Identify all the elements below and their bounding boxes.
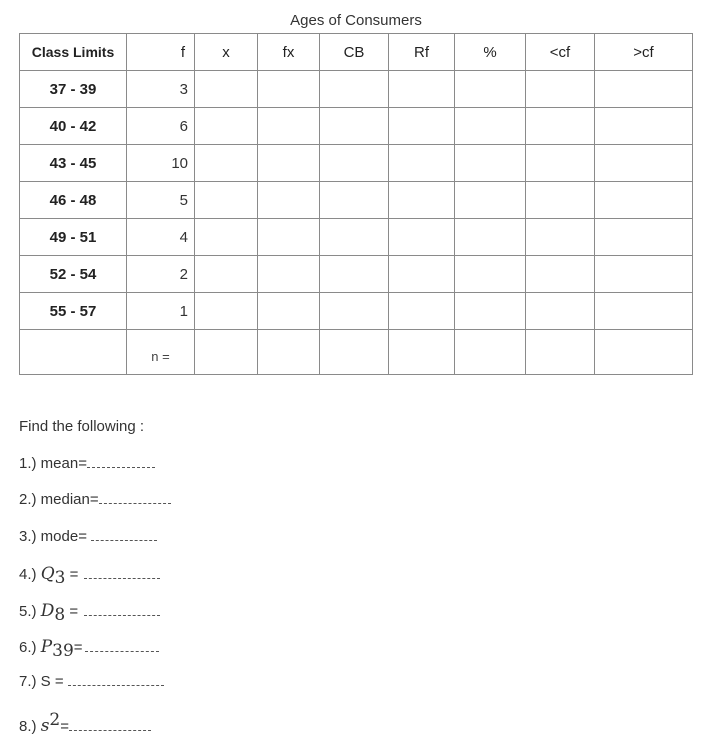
percent-cell[interactable] — [455, 108, 526, 145]
frequency-cell: 6 — [127, 108, 195, 145]
rf-cell[interactable] — [389, 145, 455, 182]
answer-blank[interactable] — [99, 493, 171, 504]
class-limits-cell: 43 - 45 — [20, 145, 127, 182]
header-percent: % — [455, 34, 526, 71]
percent-cell[interactable] — [455, 145, 526, 182]
header-less-cf: <cf — [526, 34, 595, 71]
class-limits-cell: 55 - 57 — [20, 293, 127, 330]
class-limits-cell: 40 - 42 — [20, 108, 127, 145]
class-limits-cell: 49 - 51 — [20, 219, 127, 256]
answer-blank[interactable] — [91, 530, 157, 541]
table-row — [20, 256, 693, 293]
table-title: Ages of Consumers — [290, 12, 422, 29]
question-p39 — [19, 637, 171, 673]
quartile-subscript: 3 — [54, 568, 66, 589]
header-greater-cf: >cf — [595, 34, 693, 71]
answer-blank[interactable] — [84, 605, 160, 616]
question-mean — [19, 455, 171, 491]
table-row — [20, 145, 693, 182]
frequency-table — [19, 33, 693, 375]
percentile-symbol: P — [40, 636, 53, 657]
x-cell[interactable] — [195, 71, 258, 108]
table-row — [20, 293, 693, 330]
answer-blank[interactable] — [69, 720, 151, 731]
percent-cell[interactable] — [455, 182, 526, 219]
answer-blank[interactable] — [68, 675, 164, 686]
question-suffix: = — [65, 602, 79, 620]
frequency-cell: 5 — [127, 182, 195, 219]
question-median — [19, 491, 171, 527]
table-row — [20, 182, 693, 219]
cb-cell[interactable] — [320, 71, 389, 108]
fx-cell[interactable] — [258, 108, 320, 145]
less-cf-cell[interactable] — [526, 256, 595, 293]
greater-cf-cell[interactable] — [595, 108, 693, 145]
x-cell[interactable] — [195, 256, 258, 293]
decile-subscript: 8 — [54, 604, 66, 625]
x-cell[interactable] — [195, 108, 258, 145]
header-class-limits: Class Limits — [20, 34, 127, 71]
answer-blank[interactable] — [84, 568, 160, 579]
question-label: 8.) — [19, 717, 41, 735]
greater-cf-cell[interactable] — [595, 182, 693, 219]
questions-heading: Find the following : — [19, 418, 145, 435]
greater-cf-cell[interactable] — [595, 293, 693, 330]
greater-cf-cell[interactable] — [595, 145, 693, 182]
cb-cell[interactable] — [320, 256, 389, 293]
less-cf-cell[interactable] — [526, 293, 595, 330]
less-cf-cell[interactable] — [526, 219, 595, 256]
question-label: 3.) mode= — [19, 527, 87, 545]
total-class-cell — [20, 330, 127, 375]
x-cell[interactable] — [195, 182, 258, 219]
cb-cell[interactable] — [320, 182, 389, 219]
frequency-cell: 10 — [127, 145, 195, 182]
total-less-cf-cell[interactable] — [526, 330, 595, 375]
question-label: 1.) mean= — [19, 455, 87, 472]
rf-cell[interactable] — [389, 293, 455, 330]
question-label: 6.) — [19, 638, 41, 656]
question-variance — [19, 710, 171, 746]
cb-cell[interactable] — [320, 145, 389, 182]
less-cf-cell[interactable] — [526, 145, 595, 182]
fx-cell[interactable] — [258, 71, 320, 108]
question-label: 4.) — [19, 566, 41, 584]
class-limits-cell: 37 - 39 — [20, 71, 127, 108]
question-suffix: = — [65, 566, 79, 584]
frequency-cell: 1 — [127, 293, 195, 330]
percent-cell[interactable] — [455, 293, 526, 330]
total-greater-cf-cell[interactable] — [595, 330, 693, 375]
question-std-dev — [19, 673, 171, 709]
x-cell[interactable] — [195, 219, 258, 256]
rf-cell[interactable] — [389, 219, 455, 256]
table-row — [20, 71, 693, 108]
table-row — [20, 219, 693, 256]
question-d8 — [19, 601, 171, 637]
less-cf-cell[interactable] — [526, 108, 595, 145]
fx-cell[interactable] — [258, 145, 320, 182]
percent-cell[interactable] — [455, 219, 526, 256]
less-cf-cell[interactable] — [526, 182, 595, 219]
total-rf-cell[interactable] — [389, 330, 455, 375]
header-x: x — [195, 34, 258, 71]
question-q3 — [19, 564, 171, 600]
question-list — [19, 418, 171, 746]
rf-cell[interactable] — [389, 256, 455, 293]
less-cf-cell[interactable] — [526, 71, 595, 108]
class-limits-cell: 46 - 48 — [20, 182, 127, 219]
total-percent-cell[interactable] — [455, 330, 526, 375]
total-cb-cell[interactable] — [320, 330, 389, 375]
fx-cell[interactable] — [258, 293, 320, 330]
variance-superscript: 2 — [49, 709, 61, 730]
total-fx-cell[interactable] — [258, 330, 320, 375]
greater-cf-cell[interactable] — [595, 256, 693, 293]
fx-cell[interactable] — [258, 256, 320, 293]
header-rf: Rf — [389, 34, 455, 71]
table-row — [20, 108, 693, 145]
question-suffix: = — [73, 638, 83, 656]
greater-cf-cell[interactable] — [595, 71, 693, 108]
header-f: f — [127, 34, 195, 71]
x-cell[interactable] — [195, 145, 258, 182]
rf-cell[interactable] — [389, 71, 455, 108]
x-cell[interactable] — [195, 293, 258, 330]
variance-symbol: s — [40, 715, 50, 736]
frequency-cell: 4 — [127, 219, 195, 256]
class-limits-cell: 52 - 54 — [20, 256, 127, 293]
quartile-symbol: Q — [40, 564, 55, 585]
header-fx: fx — [258, 34, 320, 71]
percent-cell[interactable] — [455, 71, 526, 108]
header-row — [20, 34, 693, 71]
percentile-subscript: 39 — [52, 640, 74, 661]
question-label: 2.) median= — [19, 491, 99, 509]
answer-blank[interactable] — [87, 457, 155, 468]
percent-cell[interactable] — [455, 256, 526, 293]
question-suffix: = — [60, 717, 70, 735]
question-mode — [19, 528, 171, 564]
cb-cell[interactable] — [320, 293, 389, 330]
decile-symbol: D — [40, 600, 55, 621]
fx-cell[interactable] — [258, 182, 320, 219]
answer-blank[interactable] — [85, 641, 159, 652]
rf-cell[interactable] — [389, 108, 455, 145]
question-label: 7.) S = — [19, 673, 64, 691]
total-n-label: n = — [127, 330, 195, 375]
frequency-cell: 2 — [127, 256, 195, 293]
greater-cf-cell[interactable] — [595, 219, 693, 256]
total-row — [20, 330, 693, 375]
cb-cell[interactable] — [320, 108, 389, 145]
header-cb: CB — [320, 34, 389, 71]
cb-cell[interactable] — [320, 219, 389, 256]
question-label: 5.) — [19, 602, 41, 620]
rf-cell[interactable] — [389, 182, 455, 219]
total-x-cell[interactable] — [195, 330, 258, 375]
frequency-cell: 3 — [127, 71, 195, 108]
fx-cell[interactable] — [258, 219, 320, 256]
